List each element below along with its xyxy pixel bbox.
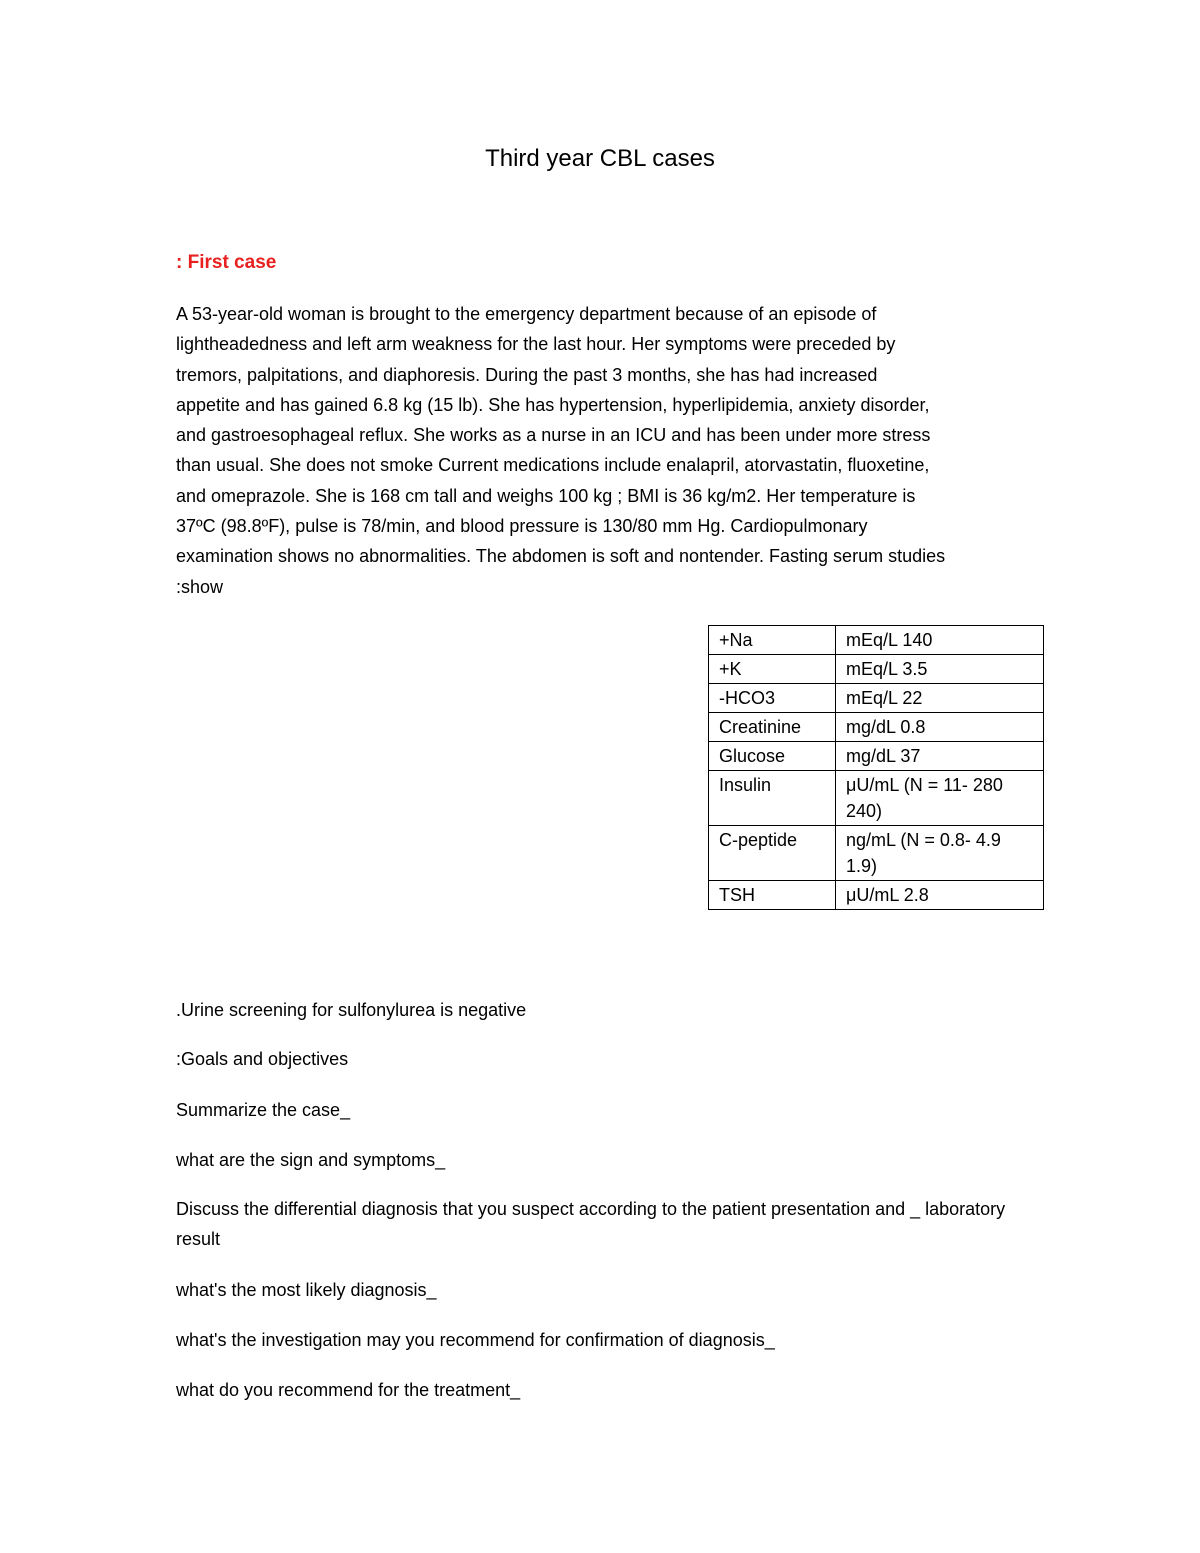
objective-item: what do you recommend for the treatment_ — [176, 1380, 521, 1400]
lab-name: Glucose — [709, 742, 836, 771]
paragraph-line: and omeprazole. She is 168 cm tall and weighs 100 kg ; BMI is 36 kg/m2. Her temperature is — [176, 485, 916, 506]
table-row — [709, 655, 1044, 684]
lab-name: Insulin — [709, 771, 836, 826]
objective-item: what are the sign and symptoms_ — [176, 1150, 446, 1170]
lab-value: μU/mL (N = 11- 280 240) — [836, 771, 1044, 826]
lab-value: mg/dL 0.8 — [836, 713, 1044, 742]
lab-name: +Na — [709, 626, 836, 655]
lab-value: mEq/L 140 — [836, 626, 1044, 655]
table-row — [709, 771, 1044, 826]
table-row — [709, 684, 1044, 713]
paragraph-line: 37ºC (98.8ºF), pulse is 78/min, and blood pressure is 130/80 mm Hg. Cardiopulmonary — [176, 516, 868, 537]
table-row — [709, 742, 1044, 771]
table-row — [709, 713, 1044, 742]
lab-name: -HCO3 — [709, 684, 836, 713]
lab-results-table — [708, 625, 1044, 910]
paragraph-line: appetite and has gained 6.8 kg (15 lb). She has hypertension, hyperlipidemia, anxiety disorder, — [176, 394, 930, 415]
objective-item: Discuss the differential diagnosis that you suspect according to the patient presentation and _ laboratory result — [176, 1199, 1006, 1249]
paragraph-line: :show — [176, 576, 224, 597]
table-row — [709, 826, 1044, 881]
objective-item: what's the investigation may you recommend for confirmation of diagnosis_ — [176, 1330, 775, 1350]
lab-value: mEq/L 3.5 — [836, 655, 1044, 684]
paragraph-line: than usual. She does not smoke Current medications include enalapril, atorvastatin, fluoxetine, — [176, 455, 930, 476]
lab-value: μU/mL 2.8 — [836, 881, 1044, 910]
paragraph-line: lightheadedness and left arm weakness for the last hour. Her symptoms were preceded by — [176, 334, 896, 355]
lab-value: mg/dL 37 — [836, 742, 1044, 771]
table-row — [709, 626, 1044, 655]
paragraph-line: A 53-year-old woman is brought to the emergency department because of an episode of — [176, 304, 877, 324]
goals-heading: :Goals and objectives — [176, 1049, 349, 1069]
lab-value: ng/mL (N = 0.8- 4.9 1.9) — [836, 826, 1044, 881]
lab-name: Creatinine — [709, 713, 836, 742]
lab-name: C-peptide — [709, 826, 836, 881]
document-title: Third year CBL cases — [485, 145, 715, 172]
case-heading: : First case — [176, 252, 277, 273]
lab-name: +K — [709, 655, 836, 684]
paragraph-line: tremors, palpitations, and diaphoresis. During the past 3 months, she has had increased — [176, 364, 878, 385]
case-description — [176, 299, 1036, 602]
urine-screening-note: .Urine screening for sulfonylurea is negative — [176, 1000, 527, 1020]
paragraph-line: examination shows no abnormalities. The abdomen is soft and nontender. Fasting serum studies — [176, 546, 946, 567]
lab-value: mEq/L 22 — [836, 684, 1044, 713]
table-row — [709, 881, 1044, 910]
paragraph-line: and gastroesophageal reflux. She works as a nurse in an ICU and has been under more stress — [176, 425, 931, 446]
objective-item: what's the most likely diagnosis_ — [176, 1280, 437, 1300]
lab-name: TSH — [709, 881, 836, 910]
objective-item: Summarize the case_ — [176, 1100, 351, 1120]
